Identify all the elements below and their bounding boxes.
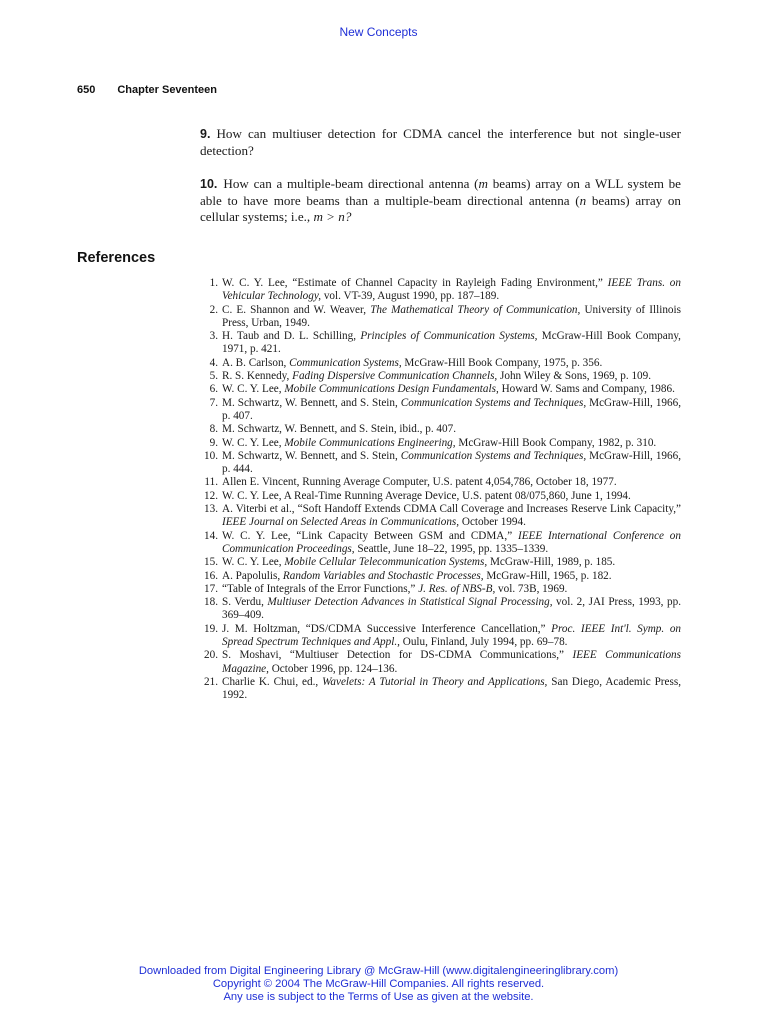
reference-number: 11. bbox=[204, 476, 218, 489]
reference-text: October 1994. bbox=[459, 516, 526, 529]
reference-number: 16. bbox=[204, 569, 218, 582]
reference-text: vol. 73B, 1969. bbox=[495, 582, 568, 595]
reference-item bbox=[200, 397, 681, 424]
footer-download-link[interactable]: Downloaded from Digital Engineering Library @ McGraw-Hill (www.digitalengineeringlibrary.com) bbox=[138, 965, 619, 977]
reference-text: W. C. Y. Lee, bbox=[222, 383, 285, 396]
reference-item bbox=[200, 357, 681, 370]
reference-number: 3. bbox=[209, 330, 218, 343]
reference-text: S. Moshavi, “Multiuser Detection for DS-CDMA Communications,” bbox=[222, 649, 573, 662]
reference-title: The Mathematical Theory of Communication, bbox=[370, 303, 581, 316]
reference-item bbox=[200, 596, 681, 623]
reference-title: Communication Systems and Techniques, bbox=[400, 396, 587, 409]
question-text-part: How can a multiple-beam directional antenna ( bbox=[223, 176, 479, 191]
reference-text: McGraw-Hill Book Company, 1982, p. 310. bbox=[455, 436, 657, 449]
question-text-part: beams) array on a WLL system be able to have more beams than a multiple-beam directional antenna ( bbox=[200, 176, 681, 208]
reference-number: 17. bbox=[204, 582, 218, 595]
reference-title: Mobile Cellular Telecommunication Systems, bbox=[284, 556, 488, 569]
reference-text: H. Taub and D. L. Schilling, bbox=[222, 330, 361, 343]
reference-text: A. Viterbi et al., “Soft Handoff Extends CDMA Call Coverage and Increases Reserve Link Capacity,” bbox=[222, 503, 681, 516]
footer bbox=[0, 965, 757, 1004]
reference-text: October 1996, pp. 124–136. bbox=[268, 662, 398, 675]
reference-text: R. S. Kennedy, bbox=[222, 370, 293, 383]
reference-item bbox=[200, 676, 681, 703]
footer-terms[interactable]: Any use is subject to the Terms of Use as given at the website. bbox=[223, 991, 534, 1003]
reference-number: 15. bbox=[204, 556, 218, 569]
question-9 bbox=[200, 126, 681, 159]
reference-text: McGraw-Hill Book Company, 1971, p. 421. bbox=[222, 330, 681, 356]
reference-item bbox=[200, 423, 681, 436]
reference-text: Allen E. Vincent, Running Average Computer, U.S. patent 4,054,786, October 18, 1977. bbox=[222, 476, 617, 489]
reference-text: McGraw-Hill, 1966, p. 444. bbox=[222, 449, 681, 476]
references-list bbox=[200, 277, 681, 703]
reference-item bbox=[200, 583, 681, 596]
reference-title: Communication Systems, bbox=[289, 356, 402, 369]
reference-text: University of Illinois Press, Urban, 1949. bbox=[222, 303, 681, 329]
reference-text: McGraw-Hill, 1966, p. 407. bbox=[222, 396, 681, 422]
top-link-new-concepts[interactable]: New Concepts bbox=[339, 25, 418, 39]
reference-text: C. E. Shannon and W. Weaver, bbox=[222, 303, 371, 316]
reference-item bbox=[200, 503, 681, 530]
question-text-part: beams) array on cellular systems; i.e., bbox=[200, 192, 681, 224]
question-number: 9. bbox=[200, 127, 211, 141]
footer-copyright[interactable]: Copyright © 2004 The McGraw-Hill Companies. All rights reserved. bbox=[212, 978, 545, 990]
question-10 bbox=[200, 176, 681, 226]
reference-text: Seattle, June 18–22, 1995, pp. 1335–1339. bbox=[354, 542, 549, 555]
reference-text: A. B. Carlson, bbox=[222, 356, 290, 369]
reference-number: 13. bbox=[204, 503, 218, 516]
reference-number: 12. bbox=[204, 489, 218, 502]
reference-number: 1. bbox=[209, 277, 218, 289]
reference-text: John Wiley & Sons, 1969, p. 109. bbox=[497, 370, 652, 383]
reference-text: vol. 2, JAI Press, 1993, pp. 369–409. bbox=[222, 596, 681, 622]
reference-text: W. C. Y. Lee, bbox=[222, 556, 285, 569]
reference-item bbox=[200, 649, 681, 676]
reference-title: Fading Dispersive Communication Channels, bbox=[292, 370, 498, 383]
reference-number: 19. bbox=[204, 622, 218, 635]
inequality: m > n? bbox=[313, 209, 352, 224]
reference-text: Oulu, Finland, July 1994, pp. 69–78. bbox=[399, 636, 568, 649]
reference-text: San Diego, Academic Press, 1992. bbox=[222, 675, 681, 702]
variable-m: m bbox=[478, 176, 489, 191]
variable-n: n bbox=[579, 192, 587, 208]
reference-title: Proc. IEEE Int'l. Symp. on Spread Spectrum Techniques and Appl., bbox=[222, 622, 682, 649]
reference-text: M. Schwartz, W. Bennett, and S. Stein, ibid., p. 407. bbox=[222, 423, 456, 436]
reference-item bbox=[200, 530, 681, 557]
reference-text: J. M. Holtzman, “DS/CDMA Successive Interference Cancellation,” bbox=[222, 622, 552, 635]
reference-text: W. C. Y. Lee, bbox=[222, 436, 285, 449]
reference-item bbox=[200, 437, 681, 450]
reference-item bbox=[200, 277, 681, 304]
reference-item bbox=[200, 556, 681, 569]
reference-item bbox=[200, 304, 681, 331]
reference-item bbox=[200, 330, 681, 357]
reference-number: 8. bbox=[209, 423, 218, 436]
reference-title: Communication Systems and Techniques, bbox=[400, 449, 587, 462]
reference-number: 6. bbox=[209, 383, 218, 396]
running-head bbox=[77, 84, 217, 96]
reference-text: Charlie K. Chui, ed., bbox=[222, 675, 323, 688]
reference-text: S. Verdu, bbox=[222, 596, 268, 609]
reference-text: McGraw-Hill, 1965, p. 182. bbox=[483, 569, 612, 582]
reference-title: Wavelets: A Tutorial in Theory and Applications, bbox=[322, 675, 548, 688]
reference-item bbox=[200, 450, 681, 477]
reference-text: McGraw-Hill Book Company, 1975, p. 356. bbox=[401, 356, 603, 369]
reference-title: J. Res. of NBS-B, bbox=[418, 582, 496, 595]
reference-item bbox=[200, 623, 681, 650]
reference-text: W. C. Y. Lee, “Link Capacity Between GSM and CDMA,” bbox=[222, 529, 518, 542]
reference-number: 9. bbox=[209, 436, 218, 449]
reference-text: vol. VT-39, August 1990, pp. 187–189. bbox=[321, 290, 500, 303]
reference-number: 5. bbox=[209, 370, 218, 383]
reference-title: IEEE Trans. on Vehicular Technology, bbox=[222, 277, 681, 303]
reference-text: Howard W. Sams and Company, 1986. bbox=[498, 383, 675, 396]
reference-text: M. Schwartz, W. Bennett, and S. Stein, bbox=[222, 449, 401, 462]
reference-title: IEEE Journal on Selected Areas in Communications, bbox=[222, 516, 460, 529]
reference-number: 7. bbox=[209, 396, 218, 409]
reference-text: McGraw-Hill, 1989, p. 185. bbox=[487, 556, 616, 569]
reference-text: M. Schwartz, W. Bennett, and S. Stein, bbox=[222, 396, 401, 409]
reference-title: Random Variables and Stochastic Processes, bbox=[282, 569, 484, 582]
reference-number: 14. bbox=[204, 529, 218, 542]
reference-number: 18. bbox=[204, 596, 218, 609]
reference-item bbox=[200, 490, 681, 503]
question-text: How can multiuser detection for CDMA cancel the interference but not single-user detection? bbox=[200, 126, 681, 158]
question-number: 10. bbox=[200, 177, 218, 191]
reference-number: 4. bbox=[209, 356, 218, 369]
reference-title: Mobile Communications Design Fundamentals, bbox=[284, 383, 499, 396]
reference-item bbox=[200, 476, 681, 489]
reference-number: 20. bbox=[204, 649, 218, 662]
page-number: 650 bbox=[77, 84, 96, 96]
reference-item bbox=[200, 383, 681, 396]
reference-text: “Table of Integrals of the Error Functions,” bbox=[222, 582, 419, 595]
reference-number: 10. bbox=[204, 449, 218, 462]
reference-text: A. Papolulis, bbox=[222, 569, 283, 582]
chapter-title: Chapter Seventeen bbox=[117, 84, 218, 96]
reference-title: Principles of Communication Systems, bbox=[360, 330, 538, 343]
references-heading: References bbox=[77, 250, 156, 266]
reference-text: W. C. Y. Lee, “Estimate of Channel Capacity in Rayleigh Fading Environment,” bbox=[222, 277, 608, 289]
reference-title: IEEE Communications Magazine, bbox=[222, 649, 681, 675]
reference-number: 2. bbox=[209, 303, 218, 316]
reference-text: W. C. Y. Lee, A Real-Time Running Average Device, U.S. patent 08/075,860, June 1, 1994. bbox=[222, 489, 631, 502]
reference-title: Multiuser Detection Advances in Statistical Signal Processing, bbox=[267, 596, 553, 609]
reference-item bbox=[200, 370, 681, 383]
reference-title: IEEE International Conference on Communication Proceedings, bbox=[222, 529, 681, 555]
reference-title: Mobile Communications Engineering, bbox=[284, 436, 456, 449]
reference-number: 21. bbox=[204, 675, 218, 688]
reference-item bbox=[200, 570, 681, 583]
